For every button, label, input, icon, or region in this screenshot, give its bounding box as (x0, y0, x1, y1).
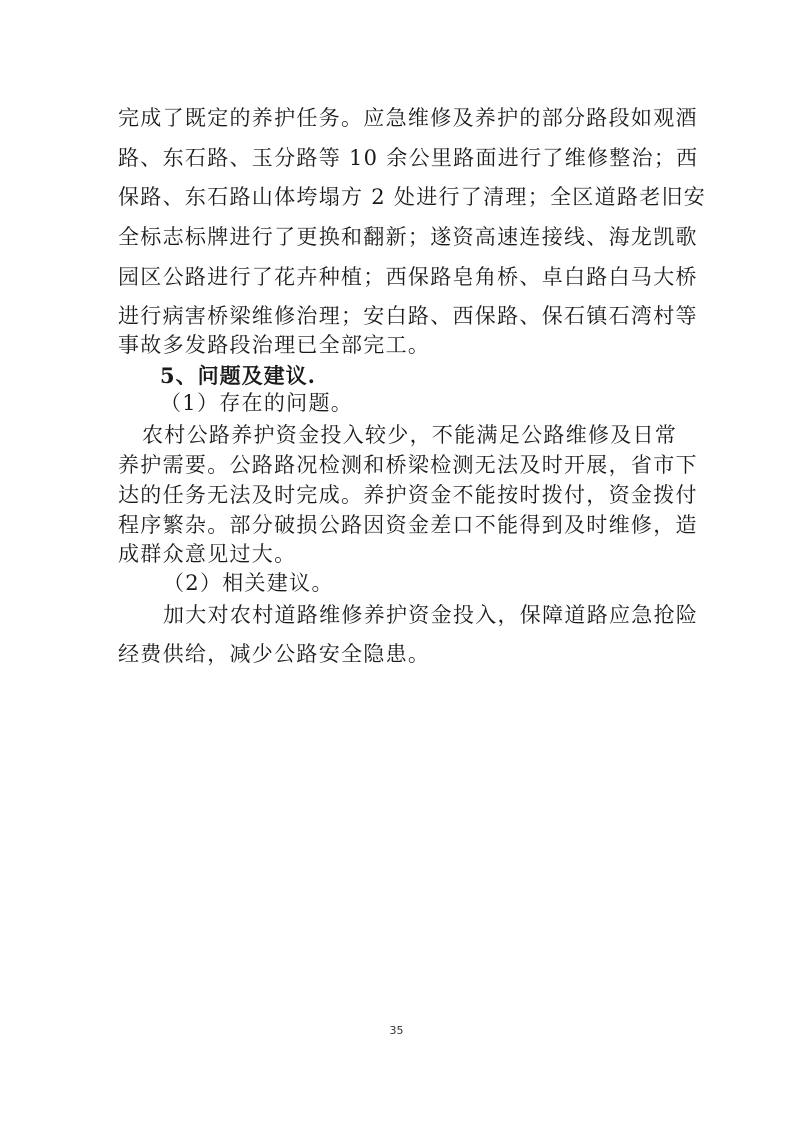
page-number: 35 (389, 1024, 404, 1037)
paragraph-line: 加大对农村道路维修养护资金投入，保障道路应急抢险 (163, 603, 699, 627)
section-heading: 5、问题及建议. (160, 363, 316, 388)
paragraph-line: 农村公路养护资金投入较少，不能满足公路维修及日常 (142, 423, 678, 447)
paragraph-line: 成群众意见过大。 (118, 542, 297, 566)
paragraph-line: 保路、东石路山体垮塌方 2 处进行了清理；全区道路老旧安 (118, 185, 707, 209)
paragraph-line: 达的任务无法及时完成。养护资金不能按时拨付，资金拨付 (118, 483, 698, 507)
paragraph-line: 完成了既定的养护任务。应急维修及养护的部分路段如观酒 (118, 106, 698, 130)
subsection-heading: （2）相关建议。 (163, 571, 334, 595)
paragraph-line: 全标志标牌进行了更换和翻新；遂资高速连接线、海龙凯歌 (118, 225, 698, 249)
paragraph-line: 园区公路进行了花卉种植；西保路皂角桥、卓白路白马大桥 (118, 265, 698, 289)
paragraph-line: 进行病害桥梁维修治理；安白路、西保路、保石镇石湾村等 (118, 304, 698, 328)
paragraph-line: 经费供给，减少公路安全隐患。 (118, 642, 431, 666)
subsection-heading: （1）存在的问题。 (160, 391, 354, 415)
paragraph-line: 路、东石路、玉分路等 10 余公里路面进行了维修整治；西 (118, 146, 699, 170)
paragraph-line: 事故多发路段治理已全部完工。 (118, 333, 431, 357)
paragraph-line: 程序繁杂。部分破损公路因资金差口不能得到及时维修，造 (118, 513, 698, 537)
paragraph-line: 养护需要。公路路况检测和桥梁检测无法及时开展，省市下 (118, 453, 698, 477)
